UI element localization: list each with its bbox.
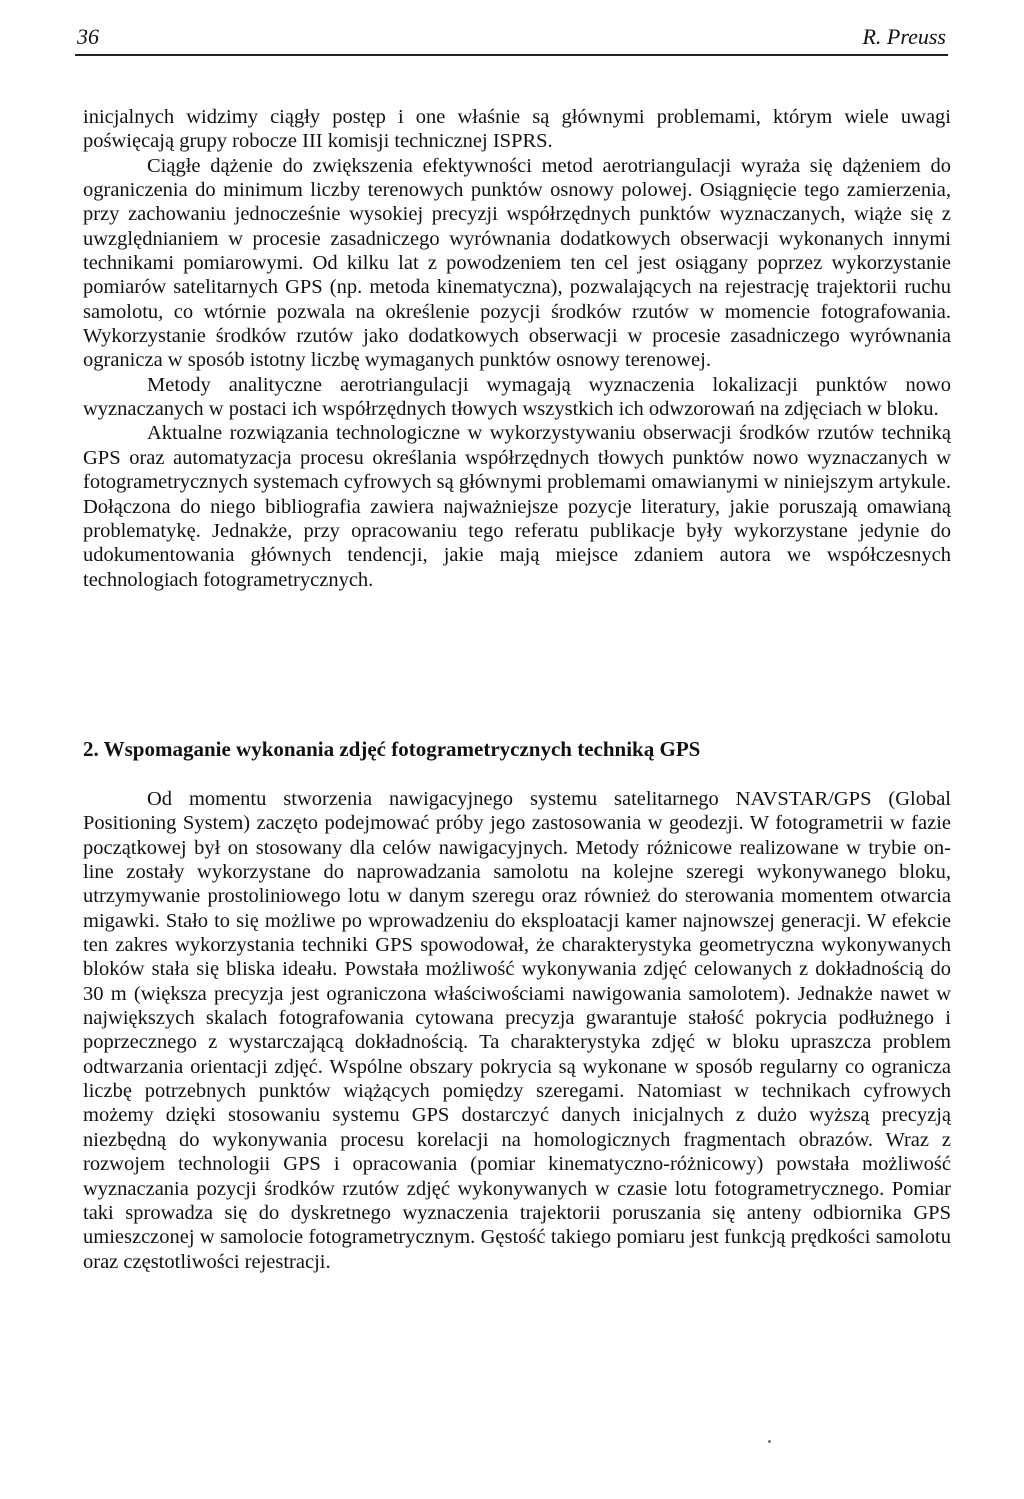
page-number: 36: [77, 24, 99, 49]
paragraph: Metody analityczne aerotriangulacji wymagają wyznaczenia lokalizacji punktów nowo wyznaczanych w postaci ich współrzędnych tłowych wszystkich ich odwzorowań na zdjęciach w bloku.: [83, 373, 951, 421]
running-head-author: R. Preuss: [862, 24, 946, 49]
paragraph: Od momentu stworzenia nawigacyjnego systemu satelitarnego NAVSTAR/GPS (Global Positioning System) zaczęto podejmować próby jego zastosowania w geodezji. W fotogrametrii w fazie początkowej był on stosowany dla celów nawigacyjnych. Metody różnicowe realizowane w trybie on-line zostały wykorzystane do naprowadzania samolotu na kolejne szeregi wykonywanego bloku, utrzymywanie prostoliniowego lotu w danym szeregu oraz również do sterowania momentem otwarcia migawki. Stało to się możliwe po wprowadzeniu do eksploatacji kamer najnowszej generacji. W efekcie ten zakres wykorzystania techniki GPS spowodował, że charakterystyka geometryczna wykonywanych bloków stała się bliska ideału. Powstała możliwość wykonywania zdjęć celowanych z dokładnością do 30 m (większa precyzja jest ograniczona właściwościami nawigowania samolotem). Jednakże nawet w największych skalach fotografowania cytowana precyzja gwarantuje stałość pokrycia podłużnego i poprzecznego z wystarczającą dokładnością. Ta charakterystyka zdjęć w bloku upraszcza problem odtwarzania orientacji zdjęć. Wspólne obszary pokrycia są wykonane w sposób regularny co ogranicza liczbę potrzebnych punktów wiążących pomiędzy szeregami. Natomiast w technikach cyfrowych możemy dzięki stosowaniu systemu GPS dostarczyć danych inicjalnych z dużo wyższą precyzją niezbędną do wykonywania procesu korelacji na homologicznych fragmentach obrazów. Wraz z rozwojem technologii GPS i opracowania (pomiar kinematyczno-różnicowy) powstała możliwość wyznaczania pozycji środków rzutów zdjęć wykonywanych w czasie lotu fotogrametrycznego. Pomiar taki sprowadza się do dyskretnego wyznaczenia trajektorii poruszania się anteny odbiornika GPS umieszczonej w samolocie fotogrametrycznym. Gęstość takiego pomiaru jest funkcją prędkości samolotu oraz częstotliwości rejestracji.: [83, 788, 951, 1273]
paragraph: Aktualne rozwiązania technologiczne w wykorzystywaniu obserwacji środków rzutów techniką GPS oraz automatyzacja procesu określania współrzędnych tłowych punktów nowo wyznaczanych w fotogrametrycznych systemach cyfrowych są głównymi problemami omawianymi w niniejszym artykule. Dołączona do niego bibliografia zawiera najważniejsze pozycje literatury, jakie poruszają omawianą problematykę. Jednakże, przy opracowaniu tego referatu publikacje były wykorzystane jedynie do udokumentowania głównych tendencji, jakie mają miejsce zdaniem autora we współczesnych technologiach fotogrametrycznych.: [83, 422, 951, 591]
scan-speck: [768, 1440, 771, 1443]
body-text-section-2: [83, 787, 951, 1274]
section-heading: 2. Wspomaganie wykonania zdjęć fotogrametrycznych techniką GPS: [83, 737, 701, 761]
page-header: [75, 24, 948, 56]
paragraph: Ciągłe dążenie do zwiększenia efektywności metod aerotriangulacji wyraża się dążeniem do ograniczenia do minimum liczby terenowych punktów osnowy polowej. Osiągnięcie tego zamierzenia, przy zachowaniu jednocześnie wysokiej precyzji współrzędnych punktów wyznaczanych, wiąże się z uwzględnianiem w procesie zasadniczego wyrównania dodatkowych obserwacji wykonanych innymi technikami pomiarowymi. Od kilku lat z powodzeniem ten cel jest osiągany poprzez wykorzystanie pomiarów satelitarnych GPS (np. metoda kinematyczna), pozwalających na rejestrację trajektorii ruchu samolotu, co wtórnie pozwala na określenie pozycji środków rzutów w momencie fotografowania. Wykorzystanie środków rzutów jako dodatkowych obserwacji w procesie zasadniczego wyrównania ogranicza w sposób istotny liczbę wymaganych punktów osnowy terenowej.: [83, 154, 951, 372]
paragraph: inicjalnych widzimy ciągły postęp i one właśnie są głównymi problemami, którym wiele uwagi poświęcają grupy robocze III komisji technicznej ISPRS.: [83, 106, 951, 153]
body-text-intro: [83, 105, 951, 592]
